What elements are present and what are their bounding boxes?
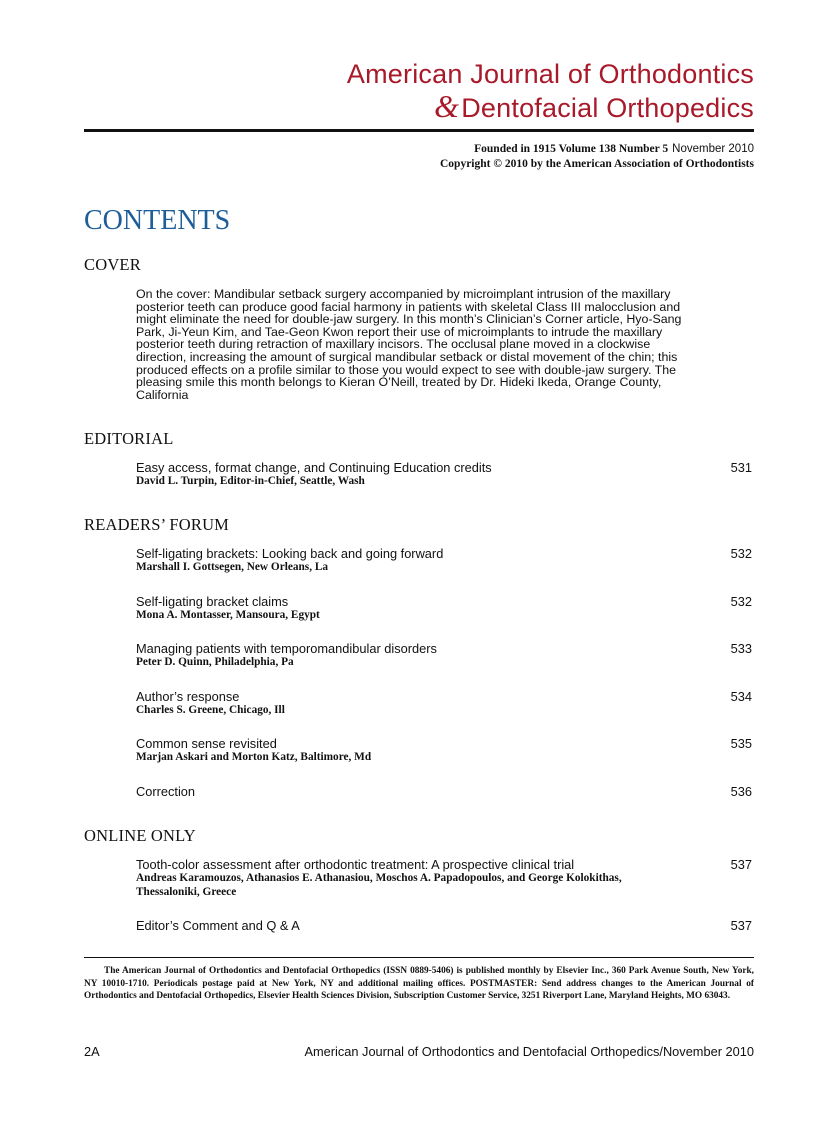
entry-title[interactable]: Managing patients with temporomandibular disorders bbox=[136, 641, 437, 656]
toc-entry-readers-forum-4[interactable] bbox=[136, 689, 754, 718]
entry-page-number: 531 bbox=[730, 460, 752, 475]
toc-entry-editorial-1[interactable] bbox=[136, 460, 754, 489]
toc-entry-readers-forum-3[interactable] bbox=[136, 641, 754, 670]
entry-page-number: 537 bbox=[730, 857, 752, 872]
entry-title[interactable]: Author’s response bbox=[136, 689, 240, 704]
entry-title[interactable]: Self-ligating bracket claims bbox=[136, 594, 289, 609]
journal-title-line1: American Journal of Orthodontics bbox=[346, 59, 754, 89]
entry-page-number: 533 bbox=[730, 641, 752, 656]
cover-description: On the cover: Mandibular setback surgery accompanied by microimplant intrusion of the maxillary posterior teeth can produce good facial harmony in patients with skeletal Class III malocclusion and might eliminate the need for double-jaw surgery. In this month’s Clinician’s Corner article, Hyo-Sang Park, Ji-Yeun Kim, and Tae-Geon Kwon report their use of microimplants to intrude the maxillary posterior teeth during retraction of maxillary incisors. The occlusal plane moved in a clockwise direction, increasing the amount of surgical mandibular setback or distal movement of the chin; this produced effects on a profile similar to those you would expect to see with double-jaw surgery. The pleasing smile this month belongs to Kieran O’Neill, treated by Dr. Hideki Ikeda, Orange County, California bbox=[136, 287, 682, 402]
entry-authors: David L. Turpin, Editor-in-Chief, Seattle, Wash bbox=[136, 475, 365, 487]
entry-page-number: 532 bbox=[730, 594, 752, 609]
entry-authors: Marjan Askari and Morton Katz, Baltimore, Md bbox=[136, 751, 372, 763]
footnote-rule bbox=[84, 957, 754, 958]
publication-footnote: The American Journal of Orthodontics and Dentofacial Orthopedics (ISSN 0889-5406) is published monthly by Elsevier Inc., 360 Park Avenue South, New York, NY 10010-1710. Periodicals postage paid at New York, NY and additional mailing offices. POSTMASTER: Send address changes to the American Journal of Orthodontics and Dentofacial Orthopedics, Elsevier Health Sciences Division, Subscription Customer Service, 3251 Riverport Lane, Maryland Heights, MO 63043. bbox=[84, 966, 754, 1001]
toc-entry-readers-forum-5[interactable] bbox=[136, 736, 754, 765]
copyright-line: Copyright © 2010 by the American Association of Orthodontists bbox=[440, 158, 754, 170]
entry-title[interactable]: Common sense revisited bbox=[136, 736, 277, 751]
entry-authors: Charles S. Greene, Chicago, Ill bbox=[136, 704, 285, 716]
entry-authors: Marshall I. Gottsegen, New Orleans, La bbox=[136, 561, 329, 573]
entry-page-number: 536 bbox=[730, 784, 752, 799]
entry-title[interactable]: Editor’s Comment and Q & A bbox=[136, 918, 300, 933]
contents-heading: CONTENTS bbox=[84, 205, 231, 236]
entry-authors: Mona A. Montasser, Mansoura, Egypt bbox=[136, 609, 320, 621]
entry-page-number: 535 bbox=[730, 736, 752, 751]
section-heading-cover: COVER bbox=[84, 255, 141, 274]
journal-title-line2: Dentofacial Orthopedics bbox=[461, 93, 754, 123]
entry-page-number: 537 bbox=[730, 918, 752, 933]
masthead-info bbox=[440, 142, 754, 172]
entry-authors: Peter D. Quinn, Philadelphia, Pa bbox=[136, 656, 294, 668]
journal-ampersand: & bbox=[434, 88, 460, 124]
toc-entry-readers-forum-2[interactable] bbox=[136, 594, 754, 623]
section-heading-online-only: ONLINE ONLY bbox=[84, 826, 196, 845]
entry-page-number: 532 bbox=[730, 546, 752, 561]
founded-volume: Founded in 1915 Volume 138 Number 5 bbox=[474, 143, 669, 155]
toc-entry-online-only-2[interactable] bbox=[136, 918, 754, 933]
toc-entry-readers-forum-1[interactable] bbox=[136, 546, 754, 575]
entry-page-number: 534 bbox=[730, 689, 752, 704]
issue-date: November 2010 bbox=[672, 143, 754, 155]
running-footer: American Journal of Orthodontics and Dentofacial Orthopedics/November 2010 bbox=[304, 1044, 754, 1059]
header-rule bbox=[84, 129, 754, 132]
section-heading-readers-forum: READERS’ FORUM bbox=[84, 515, 230, 534]
entry-authors: Andreas Karamouzos, Athanasios E. Athanasiou, Moschos A. Papadopoulos, and George Kolokithas, Thessaloniki, Greece bbox=[136, 872, 622, 898]
volume-line bbox=[440, 142, 754, 157]
entry-title[interactable]: Self-ligating brackets: Looking back and going forward bbox=[136, 546, 444, 561]
journal-title-line2-wrap bbox=[347, 90, 754, 124]
toc-entry-online-only-1[interactable] bbox=[136, 857, 754, 899]
entry-title[interactable]: Easy access, format change, and Continuing Education credits bbox=[136, 460, 492, 475]
entry-title[interactable]: Correction bbox=[136, 784, 196, 799]
journal-title bbox=[347, 58, 754, 124]
entry-title[interactable]: Tooth-color assessment after orthodontic treatment: A prospective clinical trial bbox=[136, 857, 575, 872]
toc-entry-readers-forum-6[interactable] bbox=[136, 784, 754, 799]
page-folio: 2A bbox=[84, 1044, 100, 1059]
section-heading-editorial: EDITORIAL bbox=[84, 429, 174, 448]
